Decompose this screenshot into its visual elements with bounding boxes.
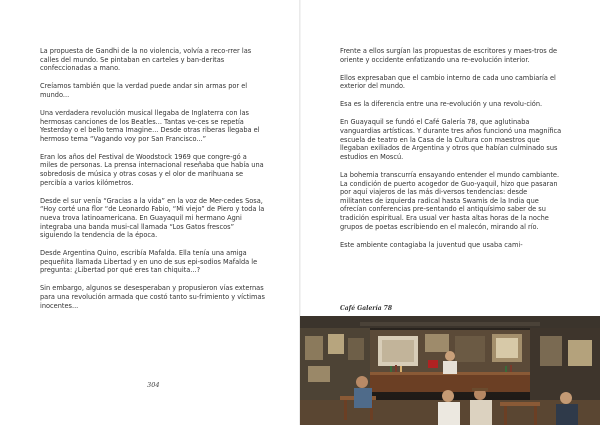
cafe-interior-illustration [300,316,600,425]
right-paragraph-3: Esa es la diferencia entre una re-evolución y una revolu-ción. [340,100,543,109]
right-paragraph-1: Frente a ellos surgían las propuestas de escritores y maes-tros de oriente y occidente enfatizando una re-evolución interior. [340,47,558,64]
right-paragraph-4: En Guayaquil se fundó el Café Galería 78, que aglutinaba vanguardias artísticas. Y durante tres años funcionó una magnífica escuela de teatro en la Casa de la Cultura con maestros que llegaban exiliados de Argentina y otros que habían culminado sus estudios en Moscú. [340,118,562,161]
right-page-text [340,47,562,259]
left-paragraph-5: Desde el sur venía “Gracias a la vida” en la voz de Mer-cedes Sosa, “Hoy corté una flor “de Leonardo Fabio, “Mi viejo” de Piero y toda la nueva trova latinoamericana. En Guayaquil mi hermano Agni integraba una banda musi-cal llamada “Los Gatos frescos” siguiendo la tendencia de la época. [40,196,265,240]
left-paragraph-7: Sin embargo, algunos se desesperaban y propusieron vías externas para una revolución armada que costó tanto su-frimiento y víctimas inocentes... [40,284,265,310]
left-page-text [40,47,265,320]
right-paragraph-6: Este ambiente contagiaba la juventud que usaba cami- [340,240,523,249]
left-paragraph-4: Eran los años del Festival de Woodstock 1969 que congre-gó a miles de personas. La prensa internacional reseñaba que había una sobredosis de música y otras cosas y el olor de marihuana se percibía a varios kilómetros. [40,152,264,187]
left-paragraph-1: La propuesta de Gandhi de la no violencia, volvía a reco-rrer las calles del mundo. Se pintaban en carteles y ban-deritas confeccionadas a mano. [40,47,252,73]
left-paragraph-2: Creíamos también que la verdad puede andar sin armas por el mundo... [40,82,248,99]
page-number: 304 [147,381,160,389]
left-paragraph-3: Una verdadera revolución musical llegaba de Inglaterra con las hermosas canciones de los Beatles... Tantas ve-ces se repetía Yesterday o el bello tema Imagine... Desde otras riberas llegaba el hermoso tema “Vagando voy por San Francisco...” [40,108,260,143]
left-paragraph-6: Desde Argentina Quino, escribía Mafalda. Ella tenía una amiga pequeñita llamada Libertad y en uno de sus epi-sodios Mafalda le pregunta: ¿Libertad por qué eres tan chiquita...? [40,249,258,275]
photo-caption: Café Galería 78 [340,305,393,312]
right-paragraph-2: Ellos expresaban que el cambio interno de cada uno cambiaría el exterior del mundo. [340,73,556,91]
cafe-photo [300,316,600,425]
right-paragraph-5: La bohemia transcurría ensayando entender el mundo cambiante. La condición de puerto acogedor de Guo-yaquil, hizo que pasaran por aquí viajeros de las más di-versos tendencias: desde militantes de izquierda radical hasta Swamis de la India que ofrecían conferencias pre-sentando el antiquísimo saber de su tradición espiritual. Era usual ver hasta altas horas de la noche grupos de poetas escribiendo en el malecón, mirando al río. [340,170,560,231]
